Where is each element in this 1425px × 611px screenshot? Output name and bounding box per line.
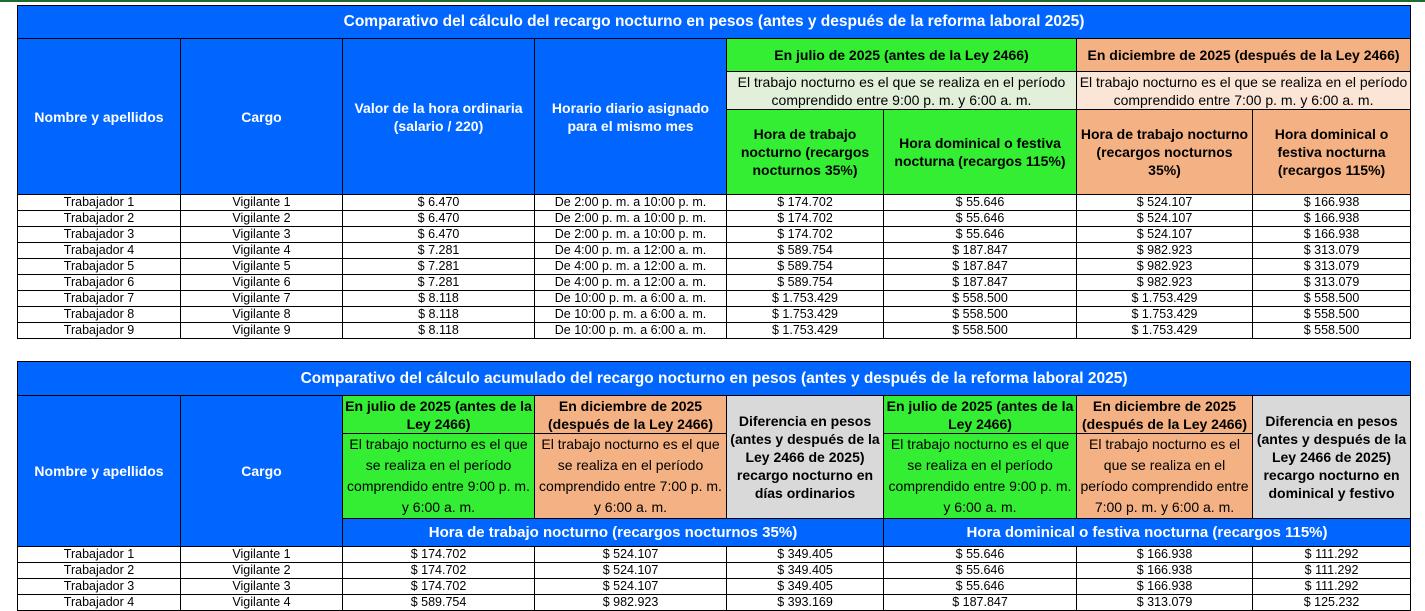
t2-group-dominical: Hora dominical o festiva nocturna (recargos 115%)	[884, 519, 1411, 547]
t2-julio-note-noc: El trabajo nocturno es el que se realiza en el período comprendido entre 9:00 p. m. y 6:00 a. m.	[343, 434, 535, 519]
table2-title: Comparativo del cálculo acumulado del recargo nocturno en pesos (antes y después de la reforma laboral 2025)	[18, 362, 1411, 396]
cell-valor: $ 6.470	[343, 211, 535, 227]
cell-cargo: Vigilante 8	[181, 307, 343, 323]
cell-jul-dom: $ 55.646	[884, 547, 1077, 563]
cell-dic-dom: $ 166.938	[1253, 195, 1411, 211]
header-julio-dominical: Hora dominical o festiva nocturna (recargos 115%)	[884, 110, 1077, 195]
cell-jul-dom: $ 55.646	[884, 195, 1077, 211]
t2-header-julio-dom: En julio de 2025 (antes de la Ley 2466)	[884, 396, 1077, 434]
cell-jul-dom: $ 55.646	[884, 579, 1077, 595]
t2-group-nocturno: Hora de trabajo nocturno (recargos nocturnos 35%)	[343, 519, 884, 547]
cell-jul-dom: $ 187.847	[884, 275, 1077, 291]
cell-jul-noc: $ 589.754	[727, 243, 884, 259]
cell-dic-noc: $ 524.107	[535, 547, 727, 563]
cell-dic-dom: $ 166.938	[1077, 579, 1253, 595]
table-row	[18, 275, 1411, 291]
night-surcharge-table	[17, 5, 1411, 339]
julio-note: El trabajo nocturno es el que se realiza en el período comprendido entre 9:00 p. m. y 6:00 a. m.	[727, 72, 1077, 110]
cell-jul-dom: $ 55.646	[884, 227, 1077, 243]
cell-jul-dom: $ 55.646	[884, 211, 1077, 227]
cell-jul-dom: $ 187.847	[884, 243, 1077, 259]
cell-valor: $ 6.470	[343, 227, 535, 243]
cell-cargo: Vigilante 9	[181, 323, 343, 339]
cell-dic-noc: $ 524.107	[1077, 195, 1253, 211]
cell-nombre: Trabajador 6	[18, 275, 181, 291]
cell-nombre: Trabajador 5	[18, 259, 181, 275]
table-row	[18, 195, 1411, 211]
t2-header-cargo: Cargo	[181, 396, 343, 547]
cell-nombre: Trabajador 4	[18, 595, 181, 611]
cell-dic-noc: $ 982.923	[1077, 243, 1253, 259]
cell-diff-noc: $ 349.405	[727, 563, 884, 579]
cell-diff-noc: $ 349.405	[727, 547, 884, 563]
cell-dic-dom: $ 558.500	[1253, 291, 1411, 307]
cell-dic-dom: $ 558.500	[1253, 323, 1411, 339]
header-julio: En julio de 2025 (antes de la Ley 2466)	[727, 39, 1077, 72]
cell-jul-dom: $ 55.646	[884, 563, 1077, 579]
cell-dic-dom: $ 313.079	[1253, 243, 1411, 259]
cell-dic-noc: $ 524.107	[535, 563, 727, 579]
cell-dic-dom: $ 558.500	[1253, 307, 1411, 323]
cell-horario: De 2:00 p. m. a 10:00 p. m.	[535, 227, 727, 243]
cell-cargo: Vigilante 1	[181, 547, 343, 563]
cell-horario: De 2:00 p. m. a 10:00 p. m.	[535, 211, 727, 227]
cell-jul-dom: $ 558.500	[884, 291, 1077, 307]
cell-cargo: Vigilante 4	[181, 595, 343, 611]
cell-horario: De 10:00 p. m. a 6:00 a. m.	[535, 323, 727, 339]
cell-dic-dom: $ 166.938	[1077, 547, 1253, 563]
header-diciembre-dominical: Hora dominical o festiva nocturna (recargos 115%)	[1253, 110, 1411, 195]
t2-header-diciembre-dom: En diciembre de 2025 (después de la Ley 2466)	[1077, 396, 1253, 434]
table-row	[18, 307, 1411, 323]
cell-dic-noc: $ 1.753.429	[1077, 323, 1253, 339]
cell-cargo: Vigilante 3	[181, 579, 343, 595]
cell-jul-dom: $ 558.500	[884, 323, 1077, 339]
t2-julio-note-dom: El trabajo nocturno es el que se realiza en el período comprendido entre 9:00 p. m. y 6:00 a. m.	[884, 434, 1077, 519]
cell-jul-noc: $ 1.753.429	[727, 291, 884, 307]
cell-jul-noc: $ 174.702	[343, 563, 535, 579]
cell-valor: $ 8.118	[343, 307, 535, 323]
cell-dic-noc: $ 1.753.429	[1077, 291, 1253, 307]
table-row	[18, 211, 1411, 227]
cell-dic-dom: $ 166.938	[1077, 563, 1253, 579]
table-row	[18, 259, 1411, 275]
cell-diff-dom: $ 125.232	[1253, 595, 1411, 611]
table-row	[18, 227, 1411, 243]
table-row	[18, 547, 1411, 563]
cell-jul-dom: $ 187.847	[884, 595, 1077, 611]
t2-header-diciembre-noc: En diciembre de 2025 (después de la Ley 2466)	[535, 396, 727, 434]
cell-horario: De 4:00 p. m. a 12:00 a. m.	[535, 259, 727, 275]
t2-diciembre-note-dom: El trabajo nocturno es el que se realiza en el período comprendido entre 7:00 p. m. y 6:00 a. m.	[1077, 434, 1253, 519]
t2-header-julio-noc: En julio de 2025 (antes de la Ley 2466)	[343, 396, 535, 434]
cell-dic-dom: $ 166.938	[1253, 227, 1411, 243]
header-diciembre-nocturno: Hora de trabajo nocturno (recargos nocturnos 35%)	[1077, 110, 1253, 195]
table1-title: Comparativo del cálculo del recargo nocturno en pesos (antes y después de la reforma laboral 2025)	[18, 6, 1411, 39]
cell-nombre: Trabajador 1	[18, 547, 181, 563]
cell-valor: $ 7.281	[343, 259, 535, 275]
cell-nombre: Trabajador 9	[18, 323, 181, 339]
header-diciembre: En diciembre de 2025 (después de la Ley 2466)	[1077, 39, 1411, 72]
cell-dic-dom: $ 313.079	[1253, 259, 1411, 275]
cell-cargo: Vigilante 1	[181, 195, 343, 211]
diciembre-note: El trabajo nocturno es el que se realiza en el período comprendido entre 7:00 p. m. y 6:00 a. m.	[1077, 72, 1411, 110]
header-cargo: Cargo	[181, 39, 343, 195]
cell-nombre: Trabajador 3	[18, 579, 181, 595]
cell-jul-noc: $ 589.754	[343, 595, 535, 611]
cell-jul-noc: $ 1.753.429	[727, 307, 884, 323]
cell-dic-noc: $ 982.923	[1077, 259, 1253, 275]
cell-jul-noc: $ 174.702	[727, 227, 884, 243]
cell-nombre: Trabajador 1	[18, 195, 181, 211]
cell-cargo: Vigilante 2	[181, 563, 343, 579]
cell-horario: De 4:00 p. m. a 12:00 a. m.	[535, 243, 727, 259]
table-row	[18, 595, 1411, 611]
cell-cargo: Vigilante 6	[181, 275, 343, 291]
cell-diff-dom: $ 111.292	[1253, 579, 1411, 595]
cell-dic-dom: $ 313.079	[1253, 275, 1411, 291]
t2-header-diff-dominical: Diferencia en pesos (antes y después de la Ley 2466 de 2025) recargo nocturno en dominical y festivo	[1253, 396, 1411, 519]
cell-dic-noc: $ 524.107	[1077, 227, 1253, 243]
cell-jul-noc: $ 174.702	[727, 211, 884, 227]
header-julio-nocturno: Hora de trabajo nocturno (recargos nocturnos 35%)	[727, 110, 884, 195]
cell-jul-noc: $ 174.702	[343, 579, 535, 595]
cell-valor: $ 8.118	[343, 323, 535, 339]
t2-header-nombre: Nombre y apellidos	[18, 396, 181, 547]
sheet-top-border	[0, 0, 1425, 2]
cell-dic-noc: $ 524.107	[535, 579, 727, 595]
cell-nombre: Trabajador 2	[18, 563, 181, 579]
cell-diff-noc: $ 393.169	[727, 595, 884, 611]
cell-cargo: Vigilante 5	[181, 259, 343, 275]
cell-horario: De 10:00 p. m. a 6:00 a. m.	[535, 291, 727, 307]
cell-diff-dom: $ 111.292	[1253, 547, 1411, 563]
cell-nombre: Trabajador 3	[18, 227, 181, 243]
cell-nombre: Trabajador 8	[18, 307, 181, 323]
cell-nombre: Trabajador 7	[18, 291, 181, 307]
cell-dic-noc: $ 524.107	[1077, 211, 1253, 227]
cell-cargo: Vigilante 3	[181, 227, 343, 243]
header-nombre: Nombre y apellidos	[18, 39, 181, 195]
table-row	[18, 563, 1411, 579]
cell-nombre: Trabajador 4	[18, 243, 181, 259]
cell-jul-noc: $ 1.753.429	[727, 323, 884, 339]
cell-horario: De 2:00 p. m. a 10:00 p. m.	[535, 195, 727, 211]
cell-cargo: Vigilante 2	[181, 211, 343, 227]
cell-valor: $ 8.118	[343, 291, 535, 307]
table-row	[18, 579, 1411, 595]
cell-cargo: Vigilante 7	[181, 291, 343, 307]
cell-dic-dom: $ 313.079	[1077, 595, 1253, 611]
cell-jul-noc: $ 589.754	[727, 259, 884, 275]
cell-nombre: Trabajador 2	[18, 211, 181, 227]
table-row	[18, 243, 1411, 259]
t2-diciembre-note-noc: El trabajo nocturno es el que se realiza en el período comprendido entre 7:00 p. m. y 6:00 a. m.	[535, 434, 727, 519]
cell-jul-dom: $ 187.847	[884, 259, 1077, 275]
cell-horario: De 4:00 p. m. a 12:00 a. m.	[535, 275, 727, 291]
cell-jul-noc: $ 589.754	[727, 275, 884, 291]
cell-dic-noc: $ 982.923	[1077, 275, 1253, 291]
accumulated-night-surcharge-table	[17, 361, 1411, 611]
cell-valor: $ 7.281	[343, 243, 535, 259]
cell-jul-noc: $ 174.702	[343, 547, 535, 563]
cell-diff-noc: $ 349.405	[727, 579, 884, 595]
cell-valor: $ 7.281	[343, 275, 535, 291]
cell-horario: De 10:00 p. m. a 6:00 a. m.	[535, 307, 727, 323]
table-row	[18, 323, 1411, 339]
cell-jul-noc: $ 174.702	[727, 195, 884, 211]
cell-jul-dom: $ 558.500	[884, 307, 1077, 323]
cell-valor: $ 6.470	[343, 195, 535, 211]
header-horario: Horario diario asignado para el mismo mes	[535, 39, 727, 195]
t2-header-diff-ordinarios: Diferencia en pesos (antes y después de la Ley 2466 de 2025) recargo nocturno en días ordinarios	[727, 396, 884, 519]
cell-diff-dom: $ 111.292	[1253, 563, 1411, 579]
table-row	[18, 291, 1411, 307]
cell-dic-noc: $ 982.923	[535, 595, 727, 611]
cell-cargo: Vigilante 4	[181, 243, 343, 259]
header-valor-hora: Valor de la hora ordinaria (salario / 220)	[343, 39, 535, 195]
cell-dic-noc: $ 1.753.429	[1077, 307, 1253, 323]
cell-dic-dom: $ 166.938	[1253, 211, 1411, 227]
